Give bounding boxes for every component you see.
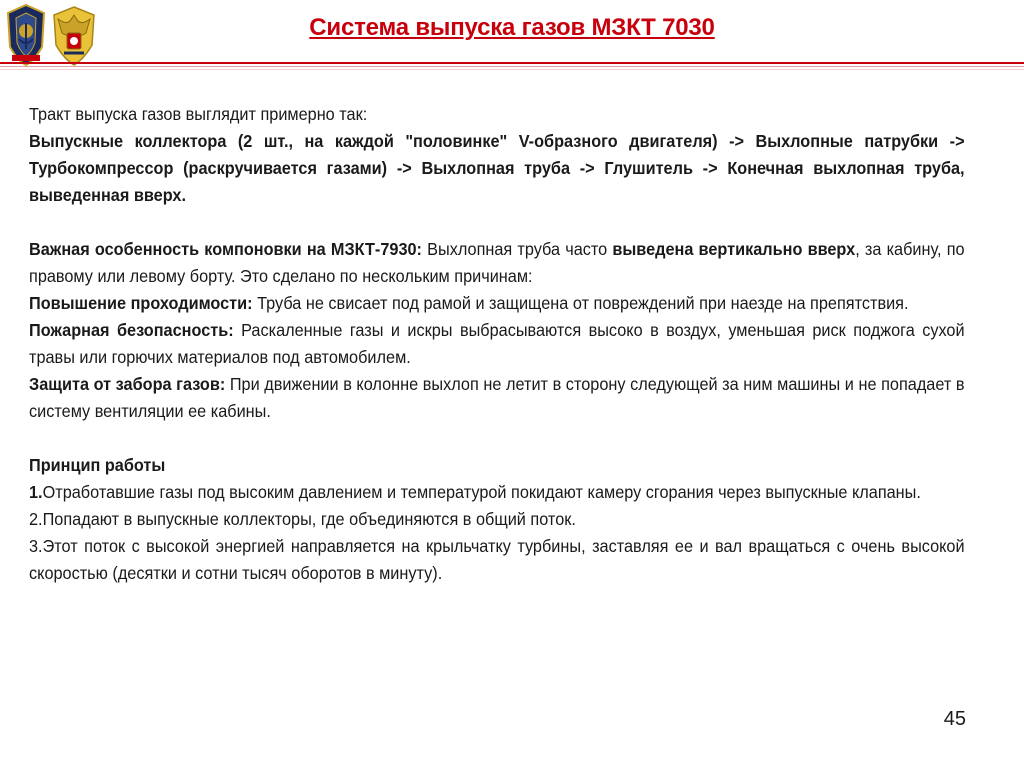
step-text: Этот поток с высокой энергией направляется на крыльчатку турбины, заставляя ее и вал вращаться с очень высокой скоростью (десятки и сотни тысяч оборотов в минуту).	[29, 536, 965, 583]
step-text: Отработавшие газы под высоким давлением и температурой покидают камеру сгорания через выпускные клапаны.	[42, 482, 921, 502]
reason-item	[29, 371, 965, 425]
reason-text: Раскаленные газы и искры выбрасываются высоко в воздух, уменьшая риск поджога сухой травы или горючих материалов под автомобилем.	[29, 320, 965, 367]
spacer	[29, 425, 965, 452]
page-number: 45	[943, 708, 966, 730]
feature-emphasis: выведена вертикально вверх	[612, 239, 856, 259]
header-divider	[0, 62, 1024, 64]
reason-label: Повышение проходимости:	[29, 293, 253, 313]
feature-text-end: , за кабину, по правому или левому борту. Это сделано по нескольким причинам:	[29, 239, 965, 286]
intro-text: Тракт выпуска газов выглядит примерно так:	[29, 104, 368, 124]
step-text: Попадают в выпускные коллекторы, где объединяются в общий поток.	[42, 509, 576, 529]
feature-paragraph	[29, 236, 965, 290]
step-item	[29, 533, 965, 587]
reason-item	[29, 290, 965, 317]
feature-text: Выхлопная труба часто	[421, 239, 613, 259]
step-number: 1.	[29, 482, 43, 502]
reason-item	[29, 317, 965, 371]
step-number: 2.	[29, 509, 43, 529]
slide-header	[0, 0, 1024, 80]
reason-text: Труба не свисает под рамой и защищена от повреждений при наезде на препятствия.	[252, 293, 909, 313]
page-title: Система выпуска газов МЗКТ 7030	[309, 14, 715, 41]
reason-label: Пожарная безопасность:	[29, 320, 234, 340]
step-item	[29, 479, 965, 506]
header-divider-faint	[0, 69, 1024, 70]
reason-label: Защита от забора газов:	[29, 374, 226, 394]
feature-label: Важная особенность компоновки на МЗКТ-7930:	[29, 239, 422, 259]
eagle-emblem-icon	[52, 3, 96, 67]
reason-text: При движении в колонне выхлоп не летит в сторону следующей за ним машины и не попадает в систему вентиляции ее кабины.	[29, 374, 965, 421]
step-item	[29, 506, 965, 533]
header-divider-thin	[0, 66, 1024, 67]
slide-body	[29, 101, 965, 587]
navy-emblem-icon	[4, 3, 48, 67]
exhaust-path: Выпускные коллектора (2 шт., на каждой "половинке" V-образного двигателя) -> Выхлопные патрубки -> Турбокомпрессор (раскручивается газами) -> Выхлопная труба -> Глушитель -> Конечная выхлопная труба, выведенная вверх.	[29, 131, 965, 205]
step-number: 3.	[29, 536, 43, 556]
principle-heading: Принцип работы	[29, 455, 166, 475]
spacer	[29, 209, 965, 236]
